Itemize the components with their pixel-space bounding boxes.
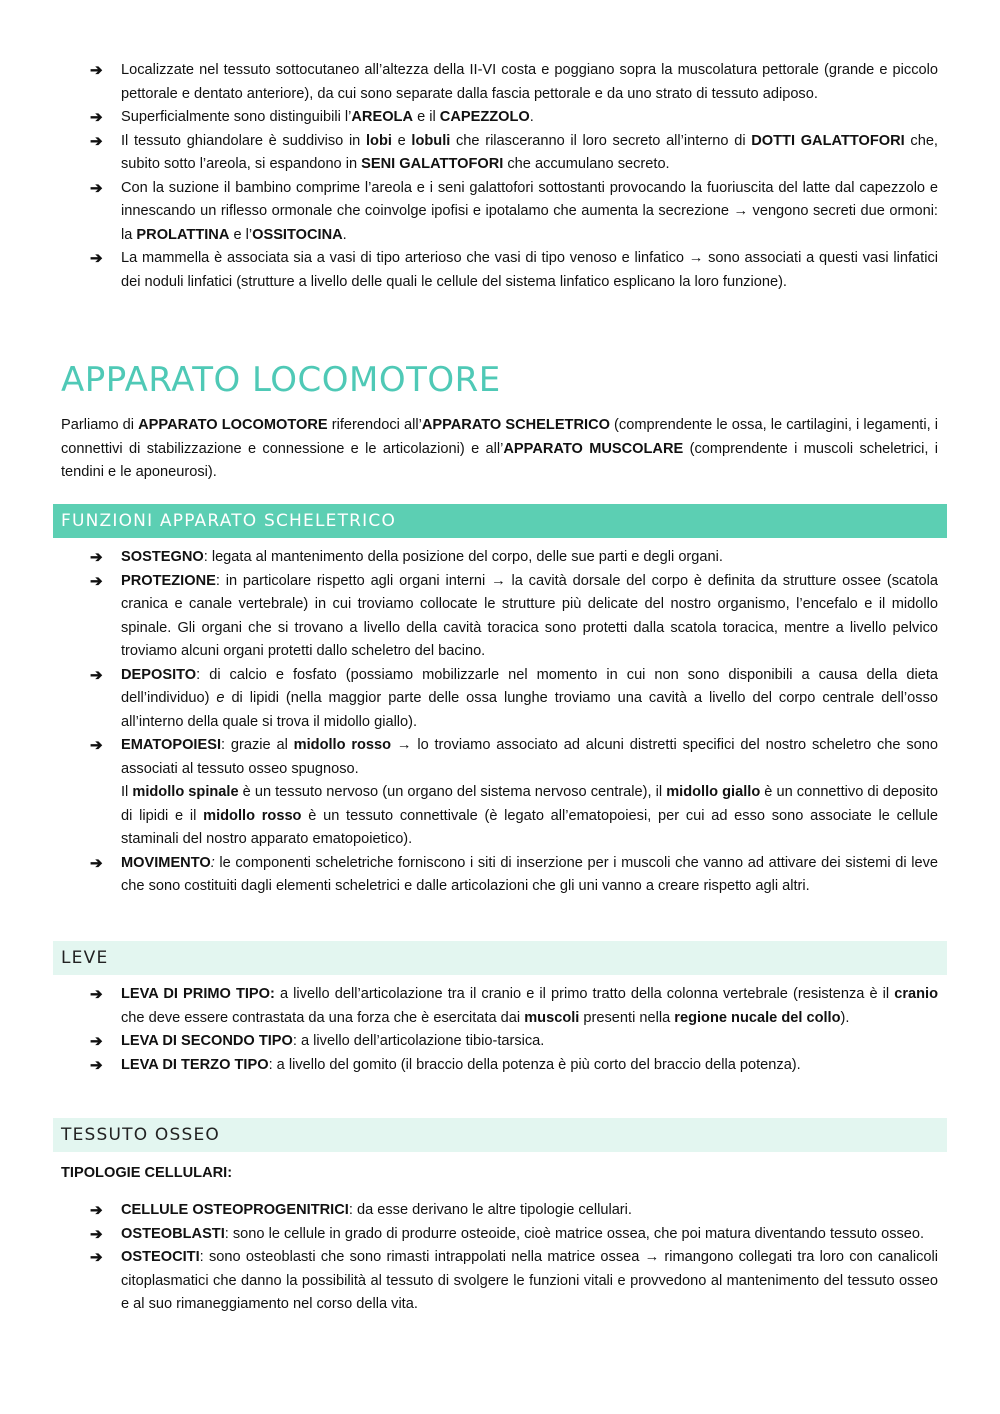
arrow-bullet-icon: ➔ [90, 986, 103, 1003]
leve-section [0, 983, 1000, 1077]
subheading-tipologie: TIPOLOGIE CELLULARI: [61, 1165, 233, 1181]
funzioni-section [0, 546, 1000, 899]
list-item [90, 546, 938, 570]
list-item-text: Localizzate nel tessuto sottocutaneo all’altezza della II-VI costa e poggiano sopra la muscolatura pettorale (grande e piccolo pettorale e dentato anteriore), da cui sono separate dalla fascia pettorale e da uno strato di tessuto adiposo. [121, 62, 938, 102]
tessuto-section [0, 1199, 1000, 1317]
arrow-bullet-icon: ➔ [90, 1225, 103, 1243]
list-item [90, 1030, 938, 1054]
arrow-bullet-icon: ➔ [90, 62, 103, 79]
list-item-extra-text: Il midollo spinale è un tessuto nervoso (un organo del sistema nervoso centrale), il midollo giallo è un connettivo di deposito di lipidi e il midollo rosso è un tessuto connettivale (è legato all’ematopoiesi, per cui ad esso sono associate le cellule staminali del nostro apparato ematopoietico). [121, 784, 938, 847]
list-item [90, 1246, 938, 1317]
list-item [90, 1054, 938, 1078]
leve-bullet-list [0, 983, 1000, 1077]
list-item-text: LEVA DI PRIMO TIPO: a livello dell’articolazione tra il cranio e il primo tratto della colonna vertebrale (resistenza è il cranio che deve essere contrastata da una forza che è esercitata dai muscoli presenti nella regione nucale del collo). [121, 986, 938, 1026]
list-item-text: LEVA DI SECONDO TIPO: a livello dell’articolazione tibio-tarsica. [121, 1033, 545, 1049]
heading-tessuto-osseo: TESSUTO OSSEO [53, 1118, 947, 1152]
arrow-bullet-icon: ➔ [90, 1033, 103, 1050]
list-item [90, 106, 938, 130]
list-item-text: Il tessuto ghiandolare è suddiviso in lobi e lobuli che rilasceranno il loro secreto all’interno di DOTTI GALATTOFORI che, subito sotto l’areola, si espandono in SENI GALATTOFORI che accumulano secreto. [121, 132, 938, 172]
list-item-text: Superficialmente sono distinguibili l’AREOLA e il CAPEZZOLO. [121, 109, 534, 125]
section-title: APPARATO LOCOMOTORE [61, 360, 501, 400]
list-item [90, 1199, 938, 1223]
list-item-text: LEVA DI TERZO TIPO: a livello del gomito (il braccio della potenza è più corto del braccio della potenza). [121, 1056, 801, 1073]
list-item-text: SOSTEGNO: legata al mantenimento della posizione del corpo, delle sue parti e degli organi. [121, 549, 723, 565]
list-item [90, 734, 939, 852]
list-item [90, 852, 938, 899]
arrow-bullet-icon: ➔ [90, 1202, 103, 1219]
top-bullet-section [0, 59, 1000, 294]
list-item-text: EMATOPOIESI: grazie al midollo rosso → lo troviamo associato ad alcuni distretti specifici del nostro scheletro che sono associati al tessuto osseo spugnoso. [121, 737, 939, 777]
tessuto-bullet-list [0, 1199, 1000, 1317]
list-item-text: DEPOSITO: di calcio e fosfato (possiamo mobilizzarle nel momento in cui non sono disponibili a causa della dieta dell’individuo) e di lipidi (nella maggior parte delle ossa lunghe troviamo una cavità a livello del corpo centrale dell’osso all’interno della quale si trova il midollo giallo). [121, 666, 938, 730]
list-item [90, 59, 938, 106]
list-item [90, 247, 938, 294]
arrow-bullet-icon: ➔ [90, 109, 103, 126]
arrow-bullet-icon: ➔ [90, 1056, 103, 1074]
arrow-bullet-icon: ➔ [90, 572, 103, 590]
arrow-bullet-icon: ➔ [90, 666, 103, 684]
funzioni-bullet-list [0, 546, 1000, 899]
list-item [90, 130, 938, 177]
list-item-text: CELLULE OSTEOPROGENITRICI: da esse derivano le altre tipologie cellulari. [121, 1202, 632, 1218]
list-item [90, 983, 938, 1030]
arrow-bullet-icon: ➔ [90, 854, 103, 872]
arrow-bullet-icon: ➔ [90, 179, 103, 197]
arrow-bullet-icon: ➔ [90, 549, 103, 566]
list-item-text: La mammella è associata sia a vasi di tipo arterioso che vasi di tipo venoso e linfatico → sono associati a questi vasi linfatici dei noduli linfatici (strutture a livello delle quali le cellule del sistema linfatico esplicano la loro funzione). [121, 250, 938, 290]
arrow-bullet-icon: ➔ [90, 737, 103, 754]
list-item-text: OSTEOBLASTI: sono le cellule in grado di produrre osteoide, cioè matrice ossea, che poi matura diventando tessuto osseo. [121, 1225, 925, 1242]
list-item [90, 664, 938, 735]
list-item-text: OSTEOCITI: sono osteoblasti che sono rimasti intrappolati nella matrice ossea → rimangono collegati tra loro con canalicoli citoplasmatici che danno la possibilità al tessuto di svolgere le funzioni vitali e provvedono al mantenimento del tessuto osseo e al suo rimaneggiamento nel corso della vita. [121, 1249, 938, 1312]
heading-leve: LEVE [53, 941, 947, 975]
heading-funzioni: FUNZIONI APPARATO SCHELETRICO [53, 504, 947, 538]
list-item [90, 1223, 938, 1247]
arrow-bullet-icon: ➔ [90, 250, 103, 267]
list-item [90, 570, 938, 664]
intro-paragraph: Parliamo di APPARATO LOCOMOTORE riferendoci all’APPARATO SCHELETRICO (comprendente le ossa, le cartilagini, i legamenti, i connettivi di stabilizzazione e connessione e le articolazioni) e all’APPARATO MUSCOLARE (comprendente i muscoli scheletrici, i tendini e le aponeurosi). [61, 417, 938, 480]
arrow-bullet-icon: ➔ [90, 1249, 103, 1266]
list-item-text: MOVIMENTO: le componenti scheletriche forniscono i siti di inserzione per i muscoli che vanno ad attivare dei sistemi di leve che sono costituiti dagli elementi scheletrici e dalle articolazioni che gli uni vanno a creare rispetto agli altri. [121, 854, 938, 894]
mammary-bullet-list [0, 59, 1000, 294]
arrow-bullet-icon: ➔ [90, 132, 103, 150]
list-item-text: Con la suzione il bambino comprime l’areola e i seni galattofori sottostanti provocando la fuoriuscita del latte dal capezzolo e innescando un riflesso ormonale che coinvolge ipofisi e ipotalamo che aumenta la secrezione → vengono secreti due ormoni: la PROLATTINA e l’OSSITOCINA. [121, 179, 938, 243]
list-item [90, 177, 938, 248]
list-item-text: PROTEZIONE: in particolare rispetto agli organi interni → la cavità dorsale del corpo è definita da strutture ossee (scatola cranica e canale vertebrale) in cui troviamo collocate le strutture più delicate del nostro organismo, l’encefalo e il midollo spinale. Gli organi che si trovano a livello della cavità toracica sono protetti dalla scatola toracica, mentre a livello pelvico troviamo alcuni organi protetti dallo scheletro del bacino. [121, 572, 938, 659]
